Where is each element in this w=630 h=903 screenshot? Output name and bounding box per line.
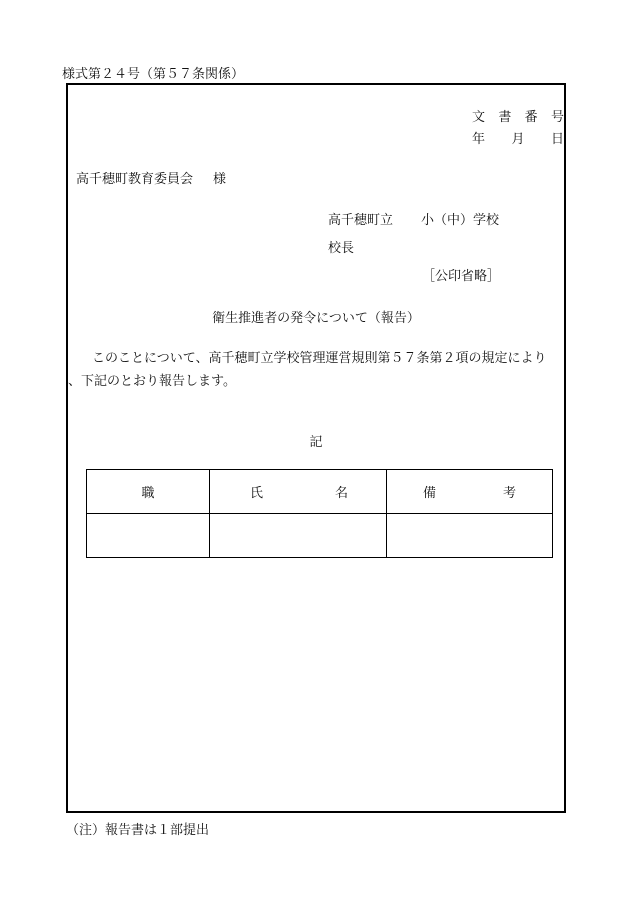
doc-number-char: 番 — [524, 110, 538, 125]
header-remarks — [387, 470, 553, 514]
form-number: 様式第２４号（第５７条関係） — [62, 67, 245, 82]
header-name-char: 氏 — [250, 486, 264, 501]
school-prefix: 高千穂町立 — [328, 213, 394, 228]
header-remarks-char: 考 — [502, 486, 516, 501]
cell-remarks[interactable] — [387, 514, 553, 558]
document-subject: 衛生推進者の発令について（報告） — [212, 311, 420, 326]
doc-number-char: 文 — [472, 110, 486, 125]
doc-number-char: 書 — [498, 110, 512, 125]
header-name — [210, 470, 387, 514]
date-day: 日 — [550, 132, 564, 147]
header-position: 職 — [87, 470, 210, 514]
doc-number-char: 号 — [550, 110, 564, 125]
header-name-char: 名 — [334, 486, 348, 501]
report-table — [86, 469, 553, 558]
cell-position[interactable] — [87, 514, 210, 558]
sender-school — [328, 209, 499, 228]
cell-name[interactable] — [210, 514, 387, 558]
footnote: （注）報告書は１部提出 — [66, 823, 210, 838]
sender-title: 校長 — [328, 241, 355, 256]
date-month: 月 — [511, 132, 525, 147]
recipient — [76, 168, 226, 187]
date-label — [472, 128, 564, 147]
school-suffix: 小（中）学校 — [421, 213, 500, 228]
document-number-label — [472, 106, 564, 125]
recipient-honorific: 様 — [213, 172, 227, 187]
body-line-1: このことについて、高千穂町立学校管理運営規則第５７条第２項の規定により — [92, 351, 547, 366]
header-remarks-char: 備 — [423, 486, 437, 501]
table-header-row — [87, 470, 553, 514]
seal-note: ［公印省略］ — [422, 269, 501, 284]
recipient-name: 高千穂町教育委員会 — [76, 172, 194, 187]
ki-heading: 記 — [309, 435, 323, 450]
body-line-2: 、下記のとおり報告します。 — [68, 374, 236, 389]
table-row — [87, 514, 553, 558]
date-year: 年 — [472, 132, 486, 147]
